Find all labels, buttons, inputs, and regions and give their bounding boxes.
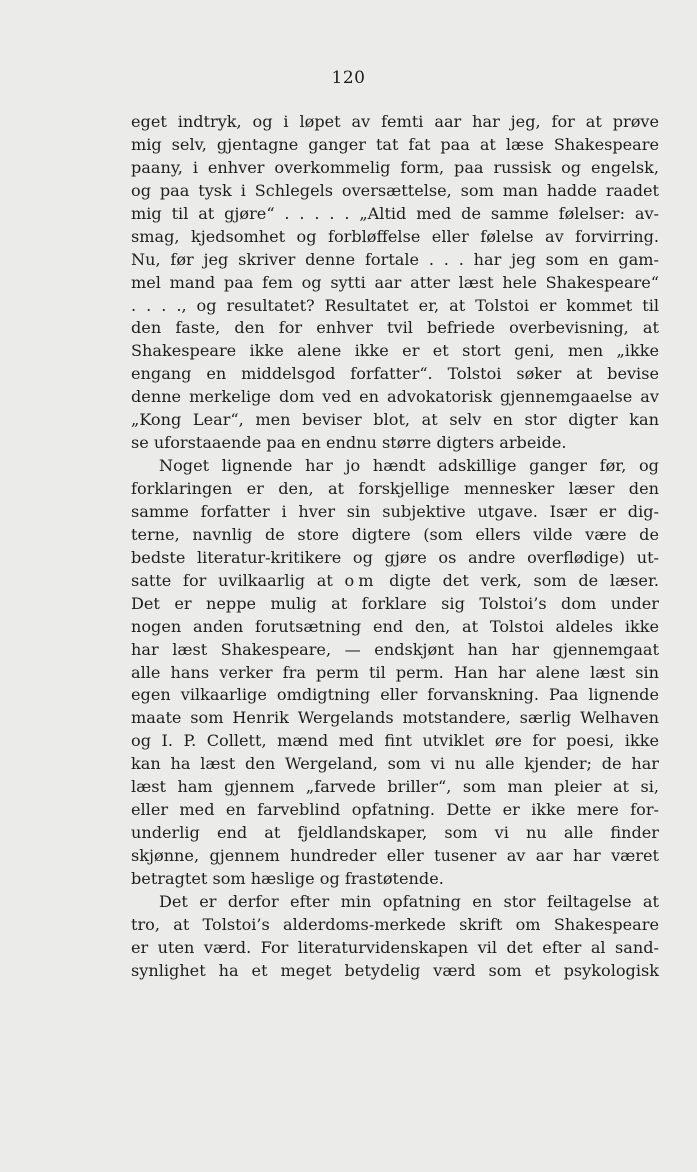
text-line: alle hans verker fra perm til perm. Han har alene læst sin — [131, 662, 659, 682]
text-line: eller med en farveblind opfatning. Dette er ikke mere for- — [131, 800, 659, 820]
text-line: . . . ., og resultatet? Resultatet er, at Tolstoi er kommet til — [131, 295, 659, 315]
text-line: Shakespeare ikke alene ikke er et stort geni, men „ikke — [131, 341, 659, 361]
text-line: denne merkelige dom ved en advokatorisk gjennemgaaelse av — [131, 387, 659, 407]
text-line: satte for uvilkaarlig at om digte det verk, som de læser. — [131, 570, 659, 590]
text-line: er uten værd. For literaturvidenskapen vil det efter al sand- — [131, 937, 659, 957]
body-text — [131, 111, 659, 983]
text-line: nogen anden forutsætning end den, at Tolstoi aldeles ikke — [131, 616, 659, 636]
text-line: læst ham gjennem „farvede briller“, som man pleier at si, — [131, 777, 659, 797]
text-line: Nu, før jeg skriver denne fortale . . . har jeg som en gam- — [131, 249, 659, 269]
page-number: 120 — [331, 68, 366, 88]
text-line: kan ha læst den Wergeland, som vi nu alle kjender; de har — [131, 754, 659, 774]
text-line: og I. P. Collett, mænd med fint utviklet øre for poesi, ikke — [131, 731, 659, 751]
text-line: eget indtryk, og i løpet av femti aar har jeg, for at prøve — [131, 112, 659, 131]
text-line: den faste, den for enhver tvil befriede overbevisning, at — [131, 318, 659, 338]
emphasized-word: om — [344, 570, 378, 590]
text-line: skjønne, gjennem hundreder eller tusener av aar har været — [131, 846, 659, 865]
text-line: egen vilkaarlige omdigtning eller forvanskning. Paa lignende — [131, 685, 659, 705]
text-line: Det er neppe mulig at forklare sig Tolstoi’s dom under — [131, 593, 659, 613]
text-line: synlighet ha et meget betydelig værd som et psykologisk — [131, 960, 659, 980]
text-line: mel mand paa fem og sytti aar atter læst hele Shakespeare“ — [131, 272, 659, 292]
text-line: og paa tysk i Schlegels oversættelse, som man hadde raadet — [131, 180, 659, 200]
text-line: har læst Shakespeare, — endskjønt han har gjennemgaat — [131, 639, 659, 659]
text-line: mig selv, gjentagne ganger tat fat paa at læse Shakespeare — [131, 134, 659, 154]
text-line: underlig end at fjeldlandskaper, som vi nu alle finder — [131, 823, 659, 843]
text-line: tro, at Tolstoi’s alderdoms-merkede skrift om Shakespeare — [131, 914, 659, 934]
text-line: mig til at gjøre“ . . . . . „Altid med de samme følelser: av- — [131, 203, 659, 223]
text-line: smag, kjedsomhet og forbløffelse eller følelse av forvirring. — [131, 226, 659, 246]
text-line: betragtet som hæslige og frastøtende. — [131, 868, 444, 888]
text-line: Noget lignende har jo hændt adskillige ganger før, og — [159, 456, 659, 476]
text-line: paany, i enhver overkommelig form, paa russisk og engelsk, — [131, 157, 659, 177]
text-line: maate som Henrik Wergelands motstandere, særlig Welhaven — [131, 708, 659, 728]
text-line: engang en middelsgod forfatter“. Tolstoi søker at bevise — [131, 364, 659, 384]
text-line: „Kong Lear“, men beviser blot, at selv en stor digter kan — [131, 410, 659, 430]
text-line: Det er derfor efter min opfatning en stor feiltagelse at — [159, 891, 659, 911]
text-line: forklaringen er den, at forskjellige mennesker læser den — [131, 479, 659, 498]
text-line: samme forfatter i hver sin subjektive utgave. Især er dig- — [131, 501, 659, 521]
text-line: terne, navnlig de store digtere (som ellers vilde være de — [131, 524, 659, 544]
text-line: bedste literatur-kritikere og gjøre os andre overflødige) ut- — [131, 547, 659, 567]
text-line: se uforstaaende paa en endnu større digters arbeide. — [131, 433, 567, 453]
